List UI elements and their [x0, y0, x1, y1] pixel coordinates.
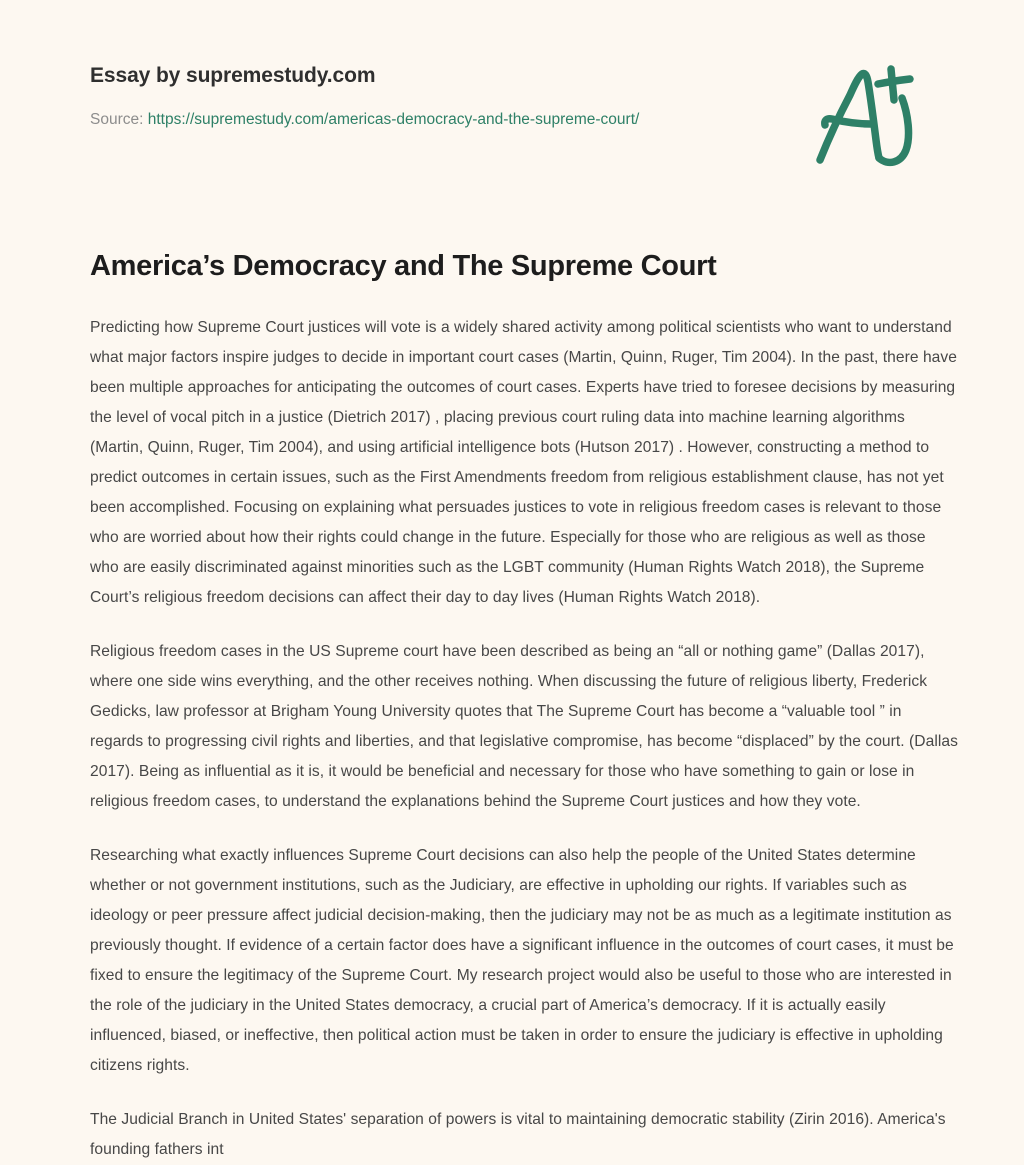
essay-byline: Essay by supremestudy.com	[90, 64, 376, 87]
page-header	[0, 0, 1024, 210]
header-text-block	[90, 62, 790, 131]
paragraph: Religious freedom cases in the US Supreme court have been described as being an “all or nothing game” (Dallas 2017), where one side wins everything, and the other receives nothing. When discussing the future of religious liberty, Frederick Gedicks, law professor at Brigham Young University quotes that The Supreme Court has become a “valuable tool ” in regards to progressing civil rights and liberties, and that legislative compromise, has become “displaced” by the court. (Dallas 2017). Being as influential as it is, it would be beneficial and necessary for those who have something to gain or lose in religious freedom cases, to understand the explanations behind the Supreme Court justices and how they vote.	[90, 643, 958, 810]
source-url-link[interactable]: https://supremestudy.com/americas-democracy-and-the-supreme-court/	[147, 111, 640, 129]
source-line	[90, 109, 790, 131]
source-label: Source:	[90, 111, 148, 129]
paragraph: Predicting how Supreme Court justices will vote is a widely shared activity among political scientists who want to understand what major factors inspire judges to decide in important court cases (Martin, Quinn, Ruger, Tim 2004). In the past, there have been multiple approaches for anticipating the outcomes of court cases. Experts have tried to foresee decisions by measuring the level of vocal pitch in a justice (Dietrich 2017) , placing previous court ruling data into machine learning algorithms (Martin, Quinn, Ruger, Tim 2004), and using artificial intelligence bots (Hutson 2017) . However, constructing a method to predict outcomes in certain issues, such as the First Amendments freedom from religious establishment clause, has not yet been accomplished. Focusing on explaining what persuades justices to vote in religious freedom cases is relevant to those who are worried about how their rights could change in the future. Especially for those who are religious as well as those who are easily discriminated against minorities such as the LGBT community (Human Rights Watch 2018), the Supreme Court’s religious freedom decisions can affect their day to day lives (Human Rights Watch 2018).	[90, 319, 957, 606]
a-plus-logo-icon	[806, 62, 926, 172]
essay-body	[90, 313, 958, 1165]
paragraph: Researching what exactly influences Supreme Court decisions can also help the people of the United States determine whether or not government institutions, such as the Judiciary, are effective in upholding our rights. If variables such as ideology or peer pressure affect judicial decision-making, then the judiciary may not be as much as a legitimate institution as previously thought. If evidence of a certain factor does have a significant influence in the outcomes of court cases, it must be fixed to ensure the legitimacy of the Supreme Court. My research project would also be useful to those who are interested in the role of the judiciary in the United States democracy, a crucial part of America’s democracy. If it is actually easily influenced, biased, or ineffective, then political action must be taken in order to ensure the judiciary is effective in upholding citizens rights.	[90, 847, 954, 1074]
page-title: America’s Democracy and The Supreme Court	[90, 250, 717, 282]
paragraph: The Judicial Branch in United States' separation of powers is vital to maintaining democratic stability (Zirin 2016). America's founding fathers int	[90, 1111, 946, 1158]
